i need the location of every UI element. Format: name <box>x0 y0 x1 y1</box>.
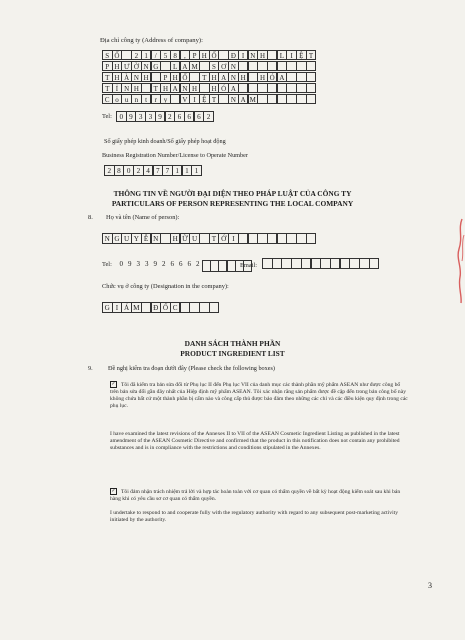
char-cell: 3 <box>145 111 156 122</box>
check2-checkbox[interactable]: ✓ <box>111 489 116 494</box>
char-cell: N <box>228 61 239 71</box>
license-label-vi: Số giấy phép kinh doanh/Số giấy phép hoạt động <box>104 138 226 145</box>
char-cell: T <box>306 50 317 60</box>
license-digits <box>104 165 201 176</box>
char-cell: Ó <box>218 83 229 93</box>
char-cell <box>306 94 317 104</box>
char-cell: C <box>170 302 181 313</box>
person-tel-label: Tel: <box>102 261 112 268</box>
char-cell: Ờ <box>131 61 142 71</box>
char-cell: 1 <box>141 50 152 60</box>
char-cell: Ư <box>121 61 132 71</box>
char-cell: 6 <box>174 111 185 122</box>
char-cell: 2 <box>104 165 115 176</box>
char-cell: H <box>199 50 210 60</box>
char-cell: 5 <box>160 50 171 60</box>
char-cell: Ơ <box>218 61 229 71</box>
section2-title-vi: DANH SÁCH THÀNH PHẦN <box>184 339 281 348</box>
char-cell: C <box>102 94 113 104</box>
tel-digit: 2 <box>162 260 166 268</box>
char-cell: n <box>131 94 142 104</box>
person-tel-digits <box>117 260 251 272</box>
char-cell: H <box>160 83 171 93</box>
check2-vi-paragraph <box>110 488 410 503</box>
tel-digit: 2 <box>196 260 200 268</box>
char-cell: U <box>121 233 132 244</box>
char-cell: M <box>189 61 200 71</box>
char-cell: A <box>277 72 288 82</box>
char-cell: u <box>121 94 132 104</box>
char-cell: Ễ <box>141 233 152 244</box>
char-cell <box>306 72 317 82</box>
char-cell: H <box>131 83 142 93</box>
char-cell: t <box>141 94 152 104</box>
char-cell: I <box>286 50 297 60</box>
char-cell: Ữ <box>180 233 191 244</box>
char-cell: I <box>112 302 123 313</box>
char-cell <box>306 83 317 93</box>
tel-digit: 3 <box>145 260 149 268</box>
char-cell: o <box>112 94 123 104</box>
char-cell: L <box>277 50 288 60</box>
tel-digit: 9 <box>153 260 157 268</box>
char-cell: r <box>151 94 162 104</box>
char-cell: 8 <box>114 165 125 176</box>
char-cell: 2 <box>203 111 214 122</box>
char-cell: G <box>102 302 113 313</box>
char-cell: A <box>228 83 239 93</box>
char-cell: N <box>228 72 239 82</box>
char-cell: H <box>238 72 249 82</box>
char-cell: , <box>180 50 191 60</box>
char-cell: I <box>228 233 239 244</box>
char-cell: N <box>228 94 239 104</box>
char-cell: T <box>102 83 113 93</box>
char-cell: A <box>170 83 181 93</box>
tel-digit: 6 <box>187 260 191 268</box>
email-grid <box>262 258 378 269</box>
char-cell: H <box>257 50 268 60</box>
tel-digit: 9 <box>128 260 132 268</box>
item9-number: 9. <box>88 365 93 372</box>
char-cell: N <box>180 83 191 93</box>
address-row <box>102 50 315 59</box>
char-cell: y <box>160 94 171 104</box>
red-stamp-mark <box>453 215 465 305</box>
tel-digits <box>116 111 213 122</box>
char-cell: Đ <box>228 50 239 60</box>
char-cell: Ố <box>112 50 123 60</box>
char-cell: S <box>102 50 113 60</box>
char-cell: H <box>112 61 123 71</box>
char-cell: 2 <box>165 111 176 122</box>
char-cell <box>306 233 317 244</box>
name-label: Họ và tên (Name of person): <box>106 214 180 221</box>
tel-digit: 0 <box>119 260 123 268</box>
char-cell: 0 <box>116 111 127 122</box>
char-cell: 7 <box>153 165 164 176</box>
section1-title-vi: THÔNG TIN VỀ NGƯỜI ĐẠI DIỆN THEO PHÁP LUẬT CỦA CÔNG TY <box>113 189 352 198</box>
char-cell: A <box>218 72 229 82</box>
char-cell: I <box>238 50 249 60</box>
char-cell: 2 <box>133 165 144 176</box>
char-cell: S <box>209 61 220 71</box>
char-cell: V <box>180 94 191 104</box>
item9-label: Đề nghị kiểm tra đoạn dưới đây (Please check the following boxes) <box>108 365 275 372</box>
char-cell: N <box>121 83 132 93</box>
char-cell: U <box>189 233 200 244</box>
char-cell: A <box>180 61 191 71</box>
char-cell: / <box>151 50 162 60</box>
char-cell: Ó <box>267 72 278 82</box>
char-cell: Y <box>131 233 142 244</box>
char-cell: H <box>141 72 152 82</box>
char-cell: Ệ <box>199 94 210 104</box>
section2-title-en: PRODUCT INGREDIENT LIST <box>180 349 285 358</box>
char-cell: Đ <box>151 302 162 313</box>
char-cell: H <box>170 72 181 82</box>
char-cell: G <box>112 233 123 244</box>
char-cell: H <box>209 72 220 82</box>
char-cell: À <box>121 72 132 82</box>
char-cell: 2 <box>131 50 142 60</box>
char-cell: G <box>151 61 162 71</box>
char-cell: Ố <box>209 50 220 60</box>
char-cell: 1 <box>172 165 183 176</box>
char-cell: M <box>131 302 142 313</box>
char-cell: T <box>209 94 220 104</box>
char-cell <box>209 302 220 313</box>
char-cell: 4 <box>143 165 154 176</box>
char-cell: Ố <box>180 72 191 82</box>
tel-label: Tel: <box>102 113 112 120</box>
name-grid <box>102 233 315 244</box>
check1-vi-text: Tôi đã kiểm tra bản sửa đổi từ Phụ lục II đến Phụ lục VII của danh mục các thành phần mỹ phẩm ASEAN như được công bố trên bản sửa đổi gần đây nhất của Hiệp định mỹ phẩm ASEAN. Tôi xác nhận rằng sản phẩm được đề cập đến trong bản công bố này không chứa bất cứ một thành phần bị cấm nào và công cấp thủ được bảo đảm theo những các chỉ và các điều kiện quy định trong các phụ lục. <box>110 381 408 410</box>
address-row <box>102 72 315 81</box>
section1-title-en: PARTICULARS OF PERSON REPRESENTING THE LOCAL COMPANY <box>111 199 354 208</box>
check2-en-paragraph: I undertake to respond to and cooperate fully with the regulatory authority with regard to any subsequent post-marketing activity initiated by the authority. <box>110 510 398 524</box>
empty-cell <box>369 258 380 269</box>
char-cell: N <box>151 233 162 244</box>
char-cell: L <box>170 61 181 71</box>
license-label-en: Business Registration Number/License to Operate Number <box>102 152 248 159</box>
email-label: Email: <box>240 262 258 269</box>
address-row <box>102 94 315 103</box>
char-cell: P <box>160 72 171 82</box>
char-cell: N <box>131 72 142 82</box>
char-cell: 1 <box>191 165 202 176</box>
char-cell: A <box>238 94 249 104</box>
check1-en-paragraph: I have examined the latest revisions of the Annexes II to VII of the ASEAN Cosmetic Ingredient Listing as published in the latest amendment of the ASEAN Cosmetic Directive and confirmed that the product in this notification does not contain any prohibited substances and is in compliance with the restrictions and conditions stipulated in the Annexes. <box>110 431 400 452</box>
item8-number: 8. <box>88 214 93 221</box>
char-cell: P <box>189 50 200 60</box>
char-cell: 8 <box>170 50 181 60</box>
char-cell: 9 <box>155 111 166 122</box>
char-cell: P <box>102 61 113 71</box>
char-cell: H <box>189 83 200 93</box>
char-cell <box>306 61 317 71</box>
char-cell: Ệ <box>296 50 307 60</box>
address-label: Địa chỉ công ty (Address of company): <box>100 37 203 44</box>
char-cell: Ớ <box>218 233 229 244</box>
tel-digit: 6 <box>179 260 183 268</box>
char-cell: 3 <box>135 111 146 122</box>
check1-vi-paragraph <box>110 381 410 411</box>
char-cell: H <box>170 233 181 244</box>
address-row <box>102 61 315 70</box>
char-cell: N <box>248 50 259 60</box>
char-cell: Á <box>121 302 132 313</box>
char-cell: T <box>102 72 113 82</box>
char-cell: N <box>141 61 152 71</box>
char-cell: 7 <box>162 165 173 176</box>
char-cell: Ỉ <box>112 83 123 93</box>
char-cell: N <box>102 233 113 244</box>
char-cell: H <box>257 72 268 82</box>
check2-vi-text: Tôi đảm nhận trách nhiệm trả lời và hợp tác hoàn toàn với cơ quan có thẩm quyền về bất kỳ hoạt động kiểm soát sau khi bán hàng khi có yêu cầu sơ cơ quan có thẩm quyền. <box>110 488 401 502</box>
char-cell: H <box>209 83 220 93</box>
designation-label: Chức vụ ở công ty (Designation in the company): <box>102 283 229 290</box>
designation-grid <box>102 302 218 313</box>
tel-digit: 6 <box>170 260 174 268</box>
check1-checkbox[interactable]: ✓ <box>111 382 116 387</box>
char-cell: 0 <box>123 165 134 176</box>
char-cell: 6 <box>184 111 195 122</box>
char-cell: 6 <box>194 111 205 122</box>
tel-digit: 3 <box>136 260 140 268</box>
address-row <box>102 83 315 92</box>
char-cell: 9 <box>126 111 137 122</box>
char-cell: T <box>151 83 162 93</box>
char-cell: H <box>112 72 123 82</box>
char-cell: M <box>248 94 259 104</box>
char-cell: Ố <box>160 302 171 313</box>
char-cell: I <box>189 94 200 104</box>
page-number: 3 <box>428 581 432 590</box>
char-cell: T <box>199 72 210 82</box>
char-cell: T <box>209 233 220 244</box>
char-cell: 1 <box>182 165 193 176</box>
